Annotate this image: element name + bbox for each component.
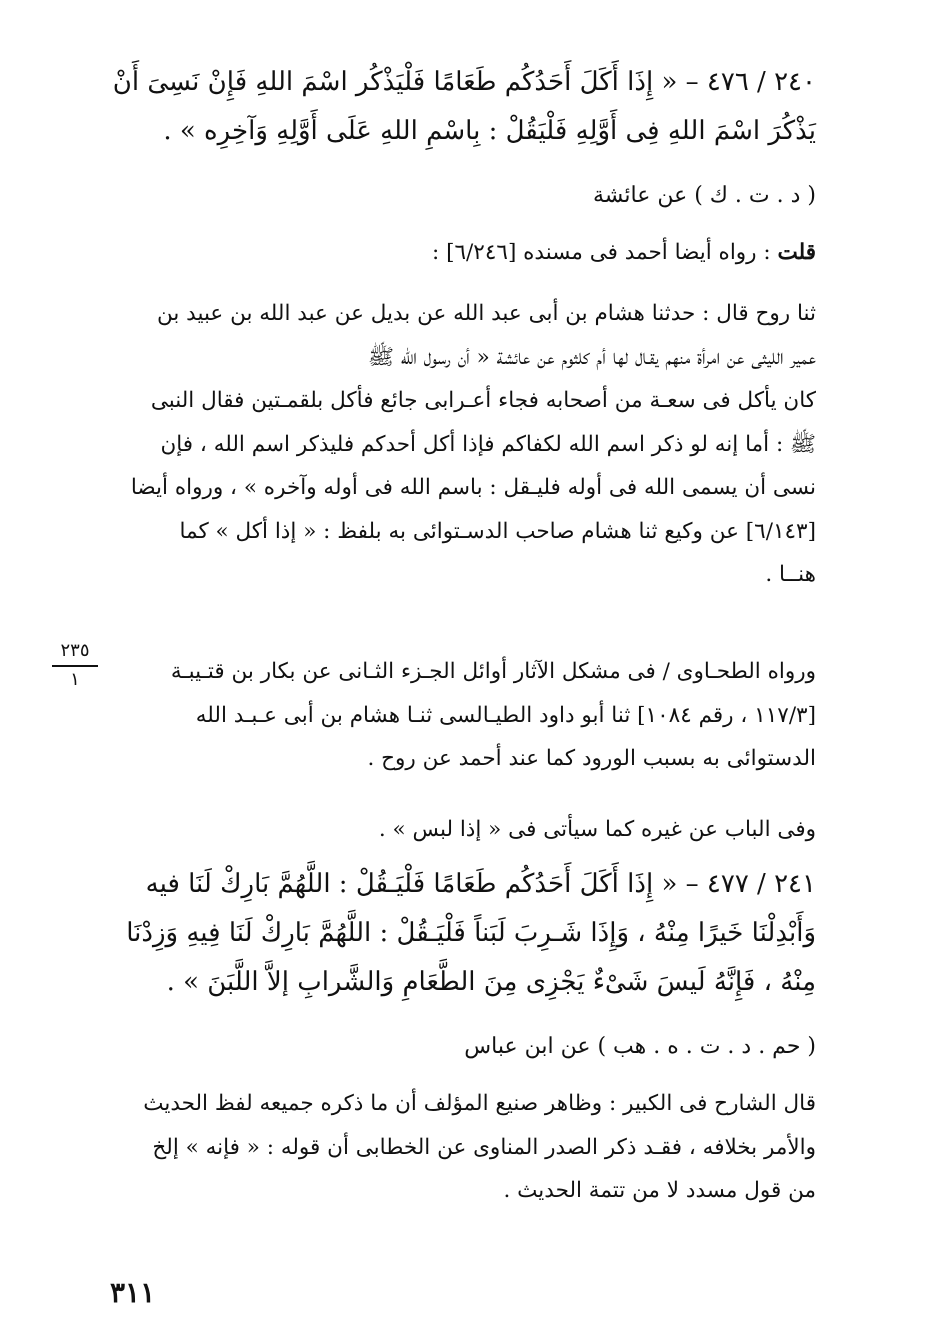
hadith-line: وَأَبْدِلْنَا خَيرًا مِنْهُ ، وَإِذَا شَـرِبَ لَبَناً فَلْيَـقُلْ : اللَّهُمَّ بَارِكْ لَنَا فِيهِ وَزِدْنَا	[126, 918, 816, 948]
body-line: [١١٧/٣ ، رقم ١٠٨٤] ثنا أبو داود الطيـالسى ثنـا هشام بن أبى عـبـد الله	[195, 702, 816, 728]
hadith-240-source	[104, 176, 816, 216]
hadith-line: ٢٤١ / ٤٧٧ – « إِذَا أَكَلَ أَحَدُكُم طَعَامًا فَلْيَـقُلْ : اللَّهُمَّ بَارِكْ لَنَا فيه	[145, 869, 816, 899]
source-line: ( حم . د . ت . ه . هب ) عن ابن عباس	[464, 1034, 816, 1059]
body-line: ورواه الطحـاوى / فى مشكل الآثار أوائل الجـزء الثـانى عن بكار بن قتـيبـة	[170, 659, 816, 684]
body-line: نسى أن يسمى الله فى أوله فليـقل : باسم الله فى أوله وآخره » ، ورواه أيضا	[130, 475, 816, 500]
margin-volume-reference	[52, 640, 98, 691]
hadith-241-text	[104, 860, 816, 1007]
body-line: قال الشارح فى الكبير : وظاهر صنيع المؤلف أن ما ذكره جميعه لفظ الحديث	[143, 1091, 816, 1116]
body-line: عمير الليثى عن امرأة منهم يقـال لها أم كلثوم عن عائشة « أن رسول الله ﷺ	[367, 344, 816, 370]
commentary-bab	[104, 808, 816, 852]
hadith-line: يَذْكُرَ اسْمَ اللهِ فِى أَوَّلِهِ فَلْيَقُلْ : بِاسْمِ اللهِ عَلَى أَوَّلِهِ وَآخِرِه » .	[163, 116, 816, 146]
commentary-isnad	[104, 292, 816, 597]
commentary-tahawi	[104, 650, 816, 781]
margin-volume: ١	[70, 669, 80, 690]
hadith-line: مِنْهُ ، فَإِنَّهُ لَيسَ شَىْءٌ يَجْزِى مِنَ الطَّعَامِ وَالشَّرابِ إلاَّ اللَّبَنَ » .	[166, 967, 816, 997]
qult-line	[104, 231, 816, 275]
body-line: ﷺ : أما إنه لو ذكر اسم الله لكفاكم فإذا أكل أحدكم فليذكر اسم الله ، فإن	[160, 431, 816, 457]
margin-page: ٢٣٥	[60, 640, 90, 661]
qult-text: : رواه أيضا أحمد فى مسنده [٦/٢٤٦] :	[432, 240, 778, 265]
body-line: من قول مسدد لا من تتمة الحديث .	[503, 1178, 816, 1203]
margin-divider	[52, 665, 98, 667]
body-line: [٦/١٤٣] عن وكيع ثنا هشام صاحب الدسـتوائى به بلفظ : « إذا أكل » كما	[179, 518, 816, 544]
body-line: وفى الباب عن غيره كما سيأتى فى « إذا لبس » .	[378, 817, 816, 842]
body-line: هنــا .	[765, 562, 816, 587]
hadith-241-source	[104, 1027, 816, 1067]
hadith-line: ٢٤٠ / ٤٧٦ – « إِذَا أَكَلَ أَحَدُكُم طَعَامًا فَلْيَذْكُر اسْمَ اللهِ فَإِنْ نَسِىَ أَنْ	[112, 67, 816, 97]
qult-label: قلت	[777, 240, 816, 265]
page-number: ٣١١	[110, 1276, 156, 1309]
body-line: ثنا روح قال : حدثنا هشام بن أبى عبد الله عن بديل عن عبد الله بن عبيد بن	[156, 301, 816, 326]
hadith-240-text	[104, 58, 816, 156]
source-line: ( د . ت . ك ) عن عائشة	[593, 183, 816, 208]
body-line: والأمر بخلافه ، فقـد ذكر الصدر المناوى عن الخطابى أن قوله : « فإنه » إلخ	[152, 1134, 816, 1160]
body-line: كان يأكل فى سعـة من أصحابه فجاء أعـرابى جائع فأكل بلقمـتين فقال النبى	[150, 388, 816, 413]
body-line: الدستوائى به بسبب الورود كما عند أحمد عن روح .	[367, 746, 816, 771]
commentary-ahmad	[104, 231, 816, 275]
commentary-sharih	[104, 1082, 816, 1213]
